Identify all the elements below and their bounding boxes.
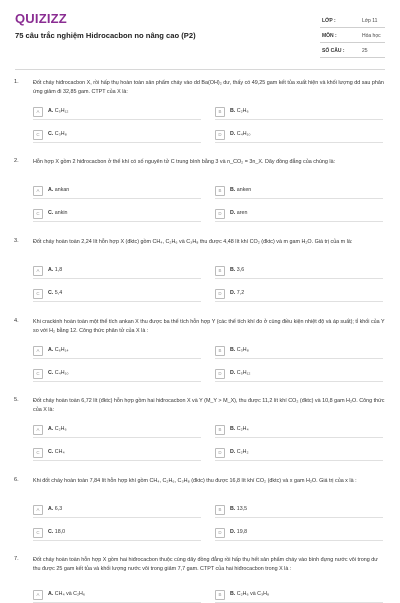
option-c[interactable] xyxy=(33,448,201,461)
option-text xyxy=(48,506,62,512)
option-key: C. xyxy=(48,370,54,376)
option-key: C. xyxy=(48,131,54,137)
option-text xyxy=(230,449,249,455)
option-letter-box: B xyxy=(215,590,225,600)
option-value: 13,5 xyxy=(236,506,248,512)
option-b[interactable] xyxy=(215,505,383,518)
question-text: Khi đốt cháy hoàn toàn 7,84 lít hỗn hợp khí gồm CH₄, C₂H₆, C₃H₈ (đktc) thu được 16,8 lít khí CO₂ (đktc) và x gam H₂O. Giá trị của x là : xyxy=(33,478,357,484)
option-a[interactable] xyxy=(33,425,201,438)
option-key: C. xyxy=(48,210,54,216)
option-key: A. xyxy=(48,506,54,512)
option-value: ankan xyxy=(54,187,70,193)
option-letter-box: B xyxy=(215,186,225,196)
option-key: B. xyxy=(230,347,236,353)
option-key: D. xyxy=(230,370,236,376)
option-value: C₃H₈ xyxy=(54,131,67,137)
meta-value: Lớp 11 xyxy=(362,18,378,24)
option-value: C₂H₆ xyxy=(236,108,249,114)
option-d[interactable] xyxy=(215,528,383,541)
option-text xyxy=(48,370,69,376)
option-key: B. xyxy=(230,187,236,193)
option-letter-box: D xyxy=(215,130,225,140)
option-value: 18,0 xyxy=(54,529,66,535)
option-text xyxy=(48,210,67,216)
question-text: Khi crackinh hoàn toàn một thể tích ankan X thu được ba thể tích hỗn hợp Y (các thể tích khí đo ở cùng điều kiện nhiệt độ và áp suất); tỉ khối của Y so với H₂ bằng 12. Công thức phân tử của X là : xyxy=(33,319,385,334)
option-key: A. xyxy=(48,426,54,432)
option-key: B. xyxy=(230,506,236,512)
option-a[interactable] xyxy=(33,346,201,359)
option-value: 5,4 xyxy=(54,290,63,296)
meta-row-subject xyxy=(320,28,385,43)
option-a[interactable] xyxy=(33,505,201,518)
document-title: 75 câu trắc nghiệm Hidrocacbon no nâng cao (P2) xyxy=(15,31,196,40)
option-c[interactable] xyxy=(33,528,201,541)
option-value: 7,2 xyxy=(236,290,245,296)
option-d[interactable] xyxy=(215,289,383,302)
option-text xyxy=(230,347,249,353)
option-d[interactable] xyxy=(215,448,383,461)
option-text xyxy=(230,108,249,114)
option-letter-box: B xyxy=(215,346,225,356)
option-a[interactable] xyxy=(33,186,201,199)
option-value: 6,3 xyxy=(54,506,63,512)
question-number: 2. xyxy=(14,158,19,164)
meta-label: SỐ CÂU : xyxy=(322,48,345,54)
option-value: C₂H₄ xyxy=(236,426,249,432)
option-letter-box: B xyxy=(215,505,225,515)
header-divider xyxy=(15,69,385,70)
option-value: C₂H₆ và C₃H₈ xyxy=(236,591,270,597)
option-letter-box: C xyxy=(33,289,43,299)
document-header xyxy=(0,0,400,62)
option-text xyxy=(48,131,67,137)
question-text: Hỗn hợp X gồm 2 hiđrocacbon ở thể khí có số nguyên tử C trung bình bằng 3 và n_CO₂ = 3n_X. Dãy đồng đẳng của chúng là: xyxy=(33,159,336,165)
option-text xyxy=(230,370,250,376)
option-letter-box: D xyxy=(215,448,225,458)
option-c[interactable] xyxy=(33,209,201,222)
question-number: 3. xyxy=(14,238,19,244)
option-text xyxy=(230,187,251,193)
option-b[interactable] xyxy=(215,186,383,199)
option-text xyxy=(48,449,65,455)
question-number: 6. xyxy=(14,477,19,483)
option-value: anken xyxy=(236,187,252,193)
option-value: CH₄ và C₂H₆ xyxy=(54,591,85,597)
option-text xyxy=(230,290,244,296)
meta-label: LỚP : xyxy=(322,18,336,24)
option-key: C. xyxy=(48,290,54,296)
option-text xyxy=(48,187,69,193)
option-b[interactable] xyxy=(215,346,383,359)
meta-label: MÔN : xyxy=(322,33,337,39)
option-letter-box: D xyxy=(215,528,225,538)
question-number: 4. xyxy=(14,318,19,324)
option-d[interactable] xyxy=(215,130,383,143)
option-b[interactable] xyxy=(215,590,383,603)
option-value: C₃H₈ xyxy=(236,347,249,353)
option-text xyxy=(230,506,247,512)
option-key: D. xyxy=(230,290,236,296)
option-letter-box: B xyxy=(215,266,225,276)
option-text xyxy=(48,529,65,535)
option-key: A. xyxy=(48,347,54,353)
option-text xyxy=(230,529,247,535)
option-letter-box: A xyxy=(33,346,43,356)
option-c[interactable] xyxy=(33,369,201,382)
option-letter-box: C xyxy=(33,209,43,219)
option-b[interactable] xyxy=(215,425,383,438)
option-key: B. xyxy=(230,267,236,273)
question-text: Đốt cháy hoàn toàn 2,24 lít hỗn hợp X (đktc) gồm CH₄, C₂H₆ và C₃H₈ thu được 4,48 lít khí CO₂ (đktc) và m gam H₂O. Giá trị của m là: xyxy=(33,239,353,245)
quizizz-logo: QUIZIZZ xyxy=(15,11,67,26)
option-letter-box: A xyxy=(33,186,43,196)
option-key: A. xyxy=(48,591,54,597)
option-c[interactable] xyxy=(33,289,201,302)
option-key: D. xyxy=(230,210,236,216)
option-letter-box: B xyxy=(215,107,225,117)
option-letter-box: A xyxy=(33,425,43,435)
question-text: Đốt cháy hiđrocacbon X, rồi hấp thụ hoàn toàn sản phẩm cháy vào dd Ba(OH)₂ dư, thấy có 49,25 gam kết tủa xuất hiện và khối lượng dd sau phản ứng giảm đi 32,85 gam. CTPT của X là: xyxy=(33,80,384,95)
option-value: C₅H₁₂ xyxy=(236,370,251,376)
option-value: C₂H₆ xyxy=(54,426,67,432)
option-b[interactable] xyxy=(215,107,383,120)
option-text xyxy=(48,426,67,432)
option-key: A. xyxy=(48,187,54,193)
option-value: CH₄ xyxy=(54,449,65,455)
option-value: C₂H₂ xyxy=(236,449,249,455)
meta-value: Hóa học xyxy=(362,33,381,39)
option-key: B. xyxy=(230,108,236,114)
option-b[interactable] xyxy=(215,266,383,279)
option-text xyxy=(48,108,68,114)
option-d[interactable] xyxy=(215,369,383,382)
question-number: 7. xyxy=(14,556,19,562)
option-key: C. xyxy=(48,529,54,535)
question-text: Đốt cháy hoàn toàn 6,72 lít (đktc) hỗn hợp gồm hai hiđrocacbon X và Y (M_Y > M_X), thu được 11,2 lít khí CO₂ (đktc) và 10,8 gam H₂O. Công thức của X là: xyxy=(33,398,385,413)
option-key: D. xyxy=(230,131,236,137)
option-key: D. xyxy=(230,529,236,535)
question-number: 5. xyxy=(14,397,19,403)
meta-row-grade xyxy=(320,13,385,28)
option-value: aren xyxy=(236,210,248,216)
option-value: 3,6 xyxy=(236,267,245,273)
option-value: ankin xyxy=(54,210,68,216)
option-letter-box: A xyxy=(33,107,43,117)
option-letter-box: C xyxy=(33,369,43,379)
option-text xyxy=(230,210,247,216)
option-letter-box: A xyxy=(33,590,43,600)
option-letter-box: C xyxy=(33,528,43,538)
question-text: Đốt cháy hoàn toàn hỗn hợp X gồm hai hiđrocacbon thuộc cùng dãy đồng đẳng rồi hấp thụ hết sản phẩm cháy vào bình đựng nước vôi trong dư thu được 25 gam kết tủa và khối lượng nước vôi trong giảm 7,7 gam. CTPT của hai hiđrocacbon trong X là : xyxy=(33,557,378,572)
option-a[interactable] xyxy=(33,107,201,120)
option-d[interactable] xyxy=(215,209,383,222)
option-text xyxy=(230,591,269,597)
option-a[interactable] xyxy=(33,590,201,603)
option-text xyxy=(48,591,85,597)
option-letter-box: A xyxy=(33,266,43,276)
option-letter-box: C xyxy=(33,130,43,140)
option-letter-box: D xyxy=(215,369,225,379)
option-value: C₄H₁₀ xyxy=(236,131,251,137)
option-value: 19,8 xyxy=(236,529,248,535)
option-a[interactable] xyxy=(33,266,201,279)
option-letter-box: C xyxy=(33,448,43,458)
option-key: A. xyxy=(48,108,54,114)
meta-row-count xyxy=(320,43,385,58)
option-key: A. xyxy=(48,267,54,273)
option-value: C₅H₁₂ xyxy=(54,108,69,114)
option-value: 1,8 xyxy=(54,267,63,273)
option-text xyxy=(48,267,62,273)
question-number: 1. xyxy=(14,79,19,85)
meta-value: 25 xyxy=(362,48,368,54)
option-c[interactable] xyxy=(33,130,201,143)
meta-table xyxy=(320,13,385,58)
option-text xyxy=(230,426,249,432)
option-value: C₄H₁₀ xyxy=(54,370,69,376)
option-key: C. xyxy=(48,449,54,455)
option-key: D. xyxy=(230,449,236,455)
option-letter-box: D xyxy=(215,289,225,299)
option-key: B. xyxy=(230,591,236,597)
option-text xyxy=(48,347,69,353)
option-letter-box: A xyxy=(33,505,43,515)
option-value: C₆H₁₄ xyxy=(54,347,69,353)
option-text xyxy=(230,131,251,137)
option-text xyxy=(48,290,62,296)
option-letter-box: B xyxy=(215,425,225,435)
option-key: B. xyxy=(230,426,236,432)
option-text xyxy=(230,267,244,273)
option-letter-box: D xyxy=(215,209,225,219)
